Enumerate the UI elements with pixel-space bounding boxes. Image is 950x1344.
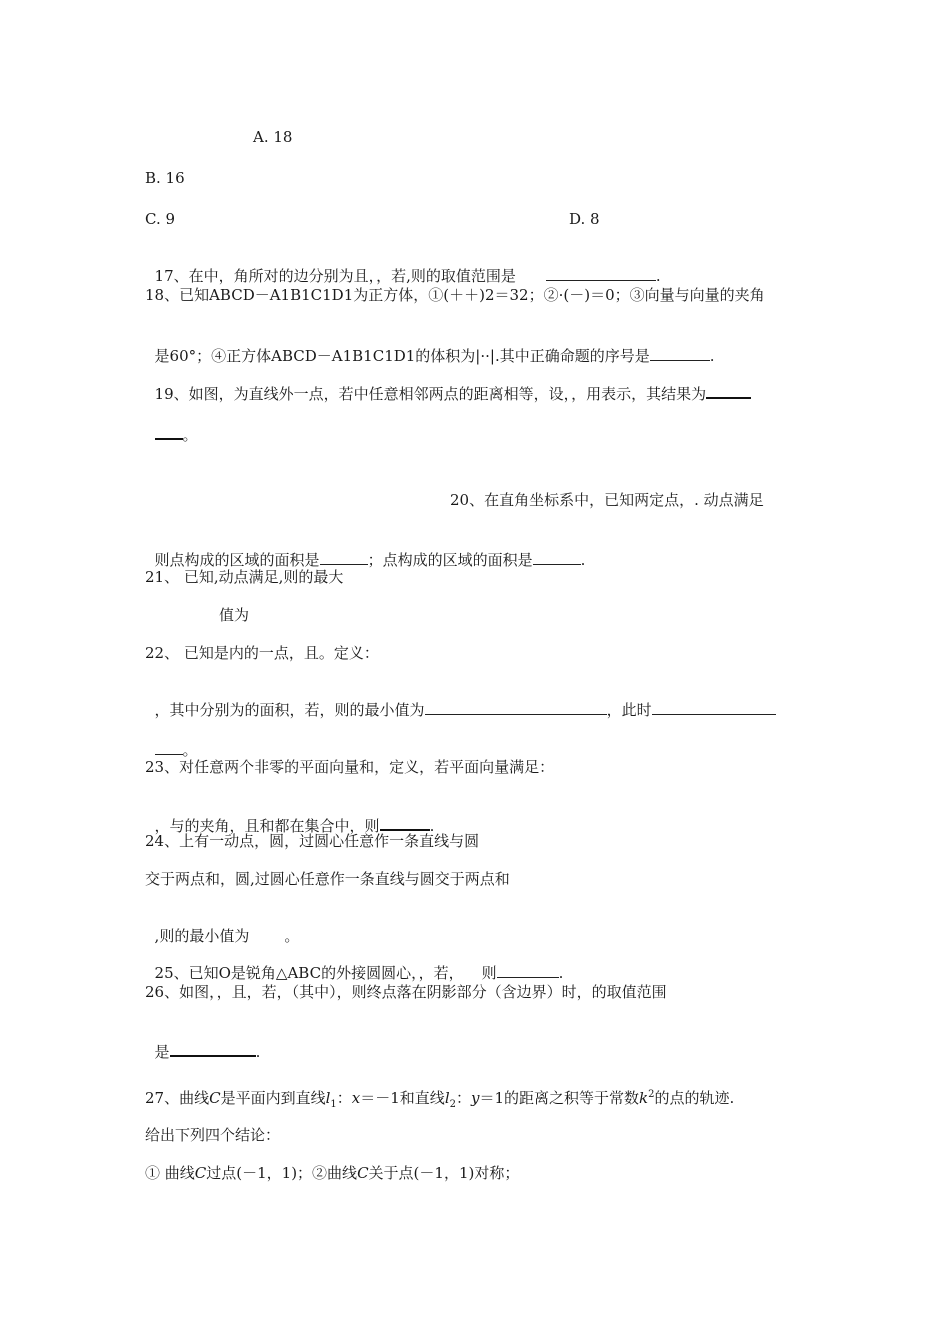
- option-b: B. 16: [145, 169, 185, 187]
- answer-blank: [425, 700, 607, 715]
- question-21-line-2: 值为: [219, 606, 250, 624]
- question-text: 17、在中，角所对的边分别为且，，若,则的取值范围是: [154, 267, 516, 285]
- punctuation: 。: [182, 426, 198, 444]
- answer-blank: [652, 700, 776, 715]
- answer-blank-continued: [155, 740, 183, 755]
- question-23-line-1: 23、对任意两个非零的平面向量和，定义，若平面向量满足：: [145, 758, 555, 776]
- text-segment: ① 曲线: [145, 1164, 195, 1182]
- question-17: [145, 246, 661, 286]
- question-19-line-2: [145, 404, 198, 445]
- punctuation: .: [429, 817, 435, 835]
- answer-blank: [706, 383, 751, 399]
- question-text: ；点构成的区域的面积是: [367, 551, 533, 569]
- text-segment: ＝－1和直线: [360, 1089, 445, 1107]
- question-text: 则: [481, 964, 497, 982]
- question-19-line-1: [145, 363, 751, 404]
- text-segment: 的点的轨迹.: [654, 1089, 735, 1107]
- question-25: [145, 943, 563, 983]
- text-segment: 关于点(－1，1)对称；: [368, 1164, 520, 1182]
- answer-blank: [650, 346, 710, 361]
- text-segment: ：: [336, 1089, 352, 1107]
- option-d: D. 8: [569, 210, 600, 228]
- question-text: 则点构成的区域的面积是: [154, 551, 320, 569]
- punctuation: 。: [284, 927, 300, 945]
- punctuation: .: [558, 964, 564, 982]
- curve-symbol: C: [209, 1089, 221, 1107]
- punctuation: .: [709, 347, 715, 365]
- line-symbol: l: [325, 1089, 331, 1107]
- question-27-line-3: [145, 1163, 519, 1183]
- variable-y: y: [471, 1089, 480, 1107]
- question-24-line-3: [145, 906, 299, 946]
- question-23-line-2: [145, 795, 434, 836]
- question-21-line-1: 21、 已知,动点满足,则的最大: [145, 568, 344, 586]
- text-segment: 过点(－1，1)；②曲线: [206, 1164, 358, 1182]
- text-segment: 27、曲线: [145, 1089, 210, 1107]
- subscript: 1: [330, 1099, 337, 1110]
- variable-x: x: [351, 1089, 361, 1107]
- question-27-line-2: 给出下列四个结论：: [145, 1126, 281, 1144]
- answer-blank: [320, 550, 368, 565]
- question-text: ,则的最小值为: [154, 927, 250, 945]
- punctuation: .: [655, 267, 661, 285]
- answer-blank: [533, 550, 581, 565]
- question-text: 19、如图，为直线外一点，若中任意相邻两点的距离相等，设，，用表示，其结果为: [154, 385, 707, 403]
- question-24-line-2: 交于两点和，圆,过圆心任意作一条直线与圆交于两点和: [145, 870, 510, 888]
- punctuation: 。: [182, 741, 198, 759]
- text-segment: ＝1的距离之积等于常数: [479, 1089, 640, 1107]
- option-c: C. 9: [145, 210, 176, 228]
- question-text: ，其中分别为的面积，若，则的最小值为: [154, 701, 425, 719]
- text-segment: 是平面内到直线: [220, 1089, 326, 1107]
- punctuation: .: [255, 1043, 261, 1061]
- question-24-line-1: 24、上有一动点，圆，过圆心任意作一条直线与圆: [145, 832, 480, 850]
- question-text: 25、已知O是锐角△ABC的外接圆圆心，，若，: [154, 964, 464, 982]
- question-18-line-1: 18、已知ABCD－A1B1C1D1为正方体，①(＋＋)2＝32；②·(－)＝0；③向量与向量的夹角: [145, 286, 765, 304]
- question-22-line-3: [145, 720, 198, 760]
- text-segment: ：: [456, 1089, 472, 1107]
- question-26-line-1: 26、如图，，且，若，（其中），则终点落在阴影部分（含边界）时，的取值范围: [145, 983, 667, 1001]
- question-20-line-1: 20、在直角坐标系中，已知两定点，. 动点满足: [450, 491, 764, 509]
- answer-blank: [546, 266, 656, 281]
- question-26-line-2: [145, 1021, 260, 1062]
- curve-symbol: C: [194, 1164, 207, 1182]
- question-20-line-2: [145, 530, 585, 570]
- answer-blank: [497, 963, 559, 978]
- question-22-line-2: [145, 680, 776, 720]
- line-symbol: l: [444, 1089, 450, 1107]
- constant-k: k: [639, 1089, 649, 1107]
- question-text: ，与的夹角，且和都在集合中，则: [154, 817, 380, 835]
- option-a: A. 18: [253, 128, 293, 146]
- question-text: 是: [154, 1043, 170, 1061]
- answer-blank-continued: [155, 424, 183, 440]
- question-text: 是60°；④正方体ABCD－A1B1C1D1的体积为|··|.其中正确命题的序号是: [154, 347, 650, 365]
- question-22-line-1: 22、 已知是内的一点，且。定义：: [145, 644, 379, 662]
- superscript: 2: [648, 1089, 655, 1100]
- punctuation: .: [580, 551, 586, 569]
- curve-symbol: C: [357, 1164, 369, 1182]
- question-27-line-1: [145, 1085, 734, 1115]
- answer-blank: [170, 1041, 256, 1057]
- question-18-line-2: [145, 326, 715, 366]
- subscript: 2: [449, 1099, 456, 1110]
- question-text: ，此时: [606, 701, 652, 719]
- answer-blank: [380, 815, 430, 831]
